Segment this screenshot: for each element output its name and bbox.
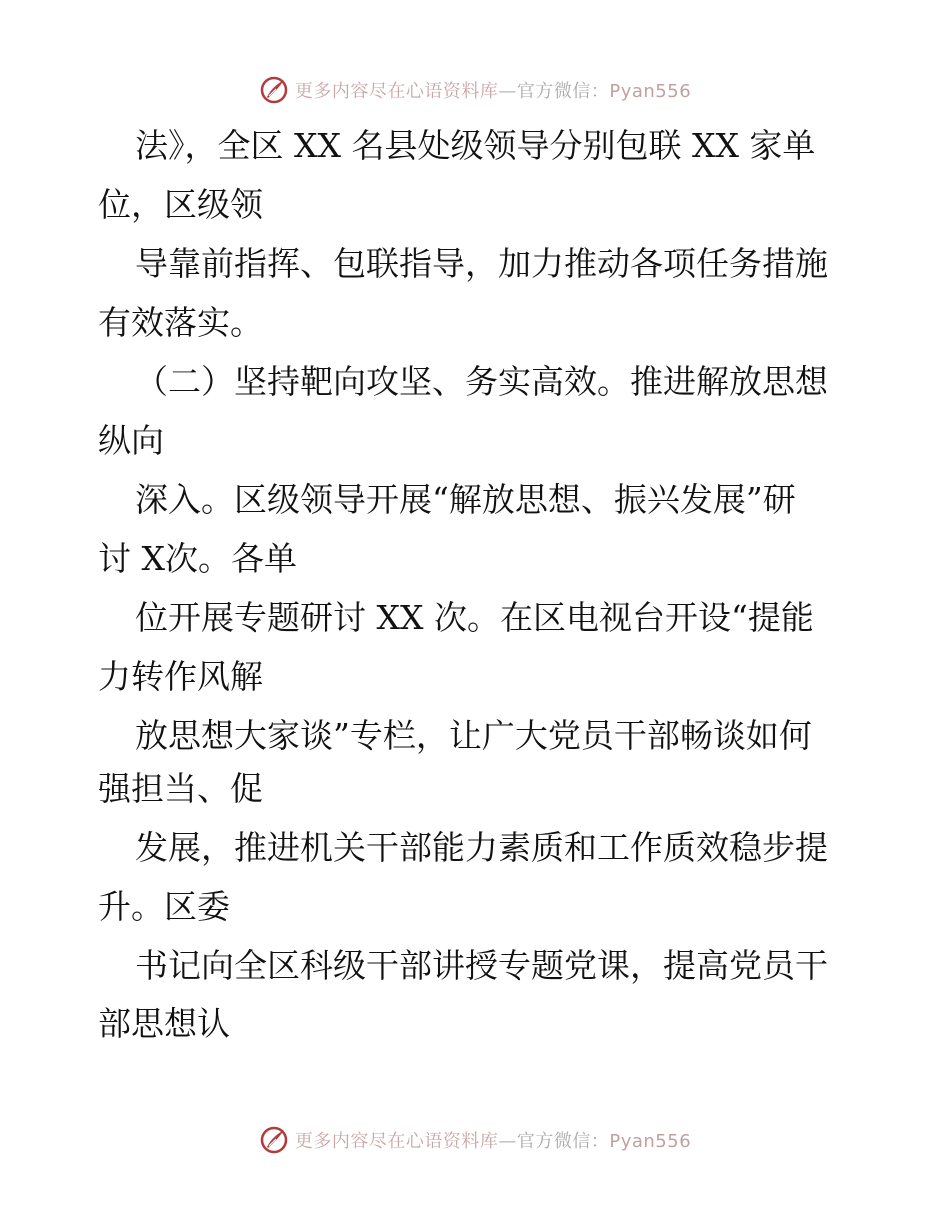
watermark-main: 更多内容尽在心语资料库: [294, 1131, 499, 1152]
text-line: 法》，全区 XX 名县处级领导分别包联 XX 家单: [135, 126, 816, 165]
text-line: 导靠前指挥、包联指导，加力推动各项任务措施: [135, 244, 828, 283]
watermark-separator: —: [498, 81, 517, 102]
text-line: 深入。区级领导开展“解放思想、振兴发展”研: [135, 480, 796, 519]
text-line: 有效落实。: [98, 303, 263, 342]
text-line: 位开展专题研讨 XX 次。在区电视台开设“提能: [135, 598, 814, 637]
watermark-id: Pyan556: [609, 81, 692, 102]
quill-seal-icon: [259, 1125, 289, 1155]
text-line: 纵向: [98, 421, 164, 460]
watermark-separator: —: [498, 1131, 517, 1152]
watermark-text: [295, 1127, 691, 1153]
section-heading-line: （二）坚持靶向攻坚、务实高效。推进解放思想: [135, 362, 828, 401]
text-line: 书记向全区科级干部讲授专题党课，提高党员干: [135, 946, 828, 985]
text-line: 力转作风解: [98, 657, 263, 696]
watermark-label: 官方微信：: [516, 81, 610, 102]
watermark-id: Pyan556: [609, 1131, 692, 1152]
text-line: 位，区级领: [98, 185, 263, 224]
text-line: 强担当、促: [98, 769, 263, 808]
text-line: 讨 X次。各单: [98, 539, 297, 578]
text-line: 部思想认: [98, 1004, 230, 1043]
watermark-main: 更多内容尽在心语资料库: [294, 81, 499, 102]
text-line: 放思想大家谈”专栏，让广大党员干部畅谈如何: [135, 716, 812, 755]
text-line: 发展，推进机关干部能力素质和工作质效稳步提: [135, 828, 828, 867]
footer-watermark: [0, 1122, 950, 1158]
watermark-label: 官方微信：: [516, 1131, 610, 1152]
text-line: 升。区委: [98, 887, 230, 926]
